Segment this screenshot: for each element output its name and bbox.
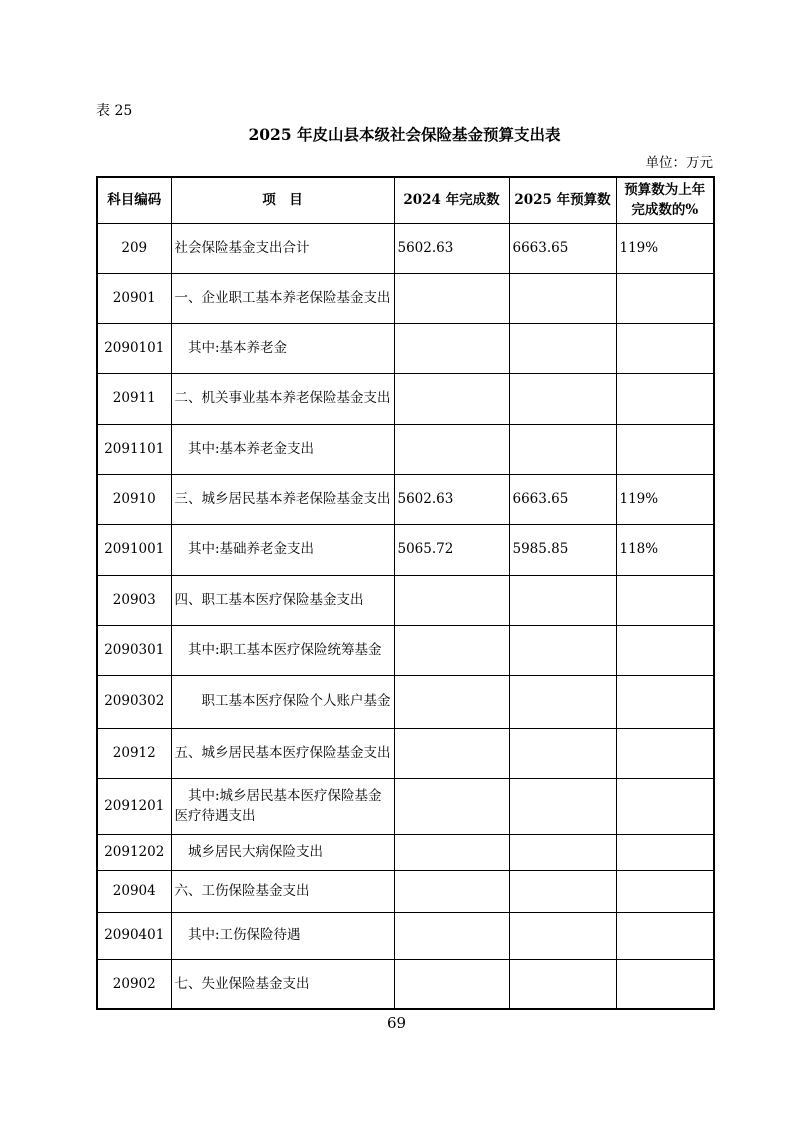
row-percent: [616, 575, 714, 625]
column-header-2025-budget: 2025 年预算数: [509, 177, 616, 223]
row-subject-code: 20902: [97, 959, 171, 1009]
row-subject-code: 2090302: [97, 675, 171, 728]
unit-note: 单位：万元: [645, 155, 713, 171]
row-2025-budget: [509, 728, 616, 778]
table-row: [97, 575, 714, 625]
row-2024-actual: 5602.63: [394, 223, 509, 273]
row-item-label: 其中:工伤保险待遇: [171, 912, 394, 959]
row-2025-budget: 6663.65: [509, 223, 616, 273]
table-row: [97, 959, 714, 1009]
row-subject-code: 209: [97, 223, 171, 273]
row-2024-actual: [394, 675, 509, 728]
column-header-percent: 预算数为上年完成数的%: [616, 177, 714, 223]
row-2025-budget: [509, 373, 616, 424]
table-row: [97, 728, 714, 778]
row-2025-budget: [509, 273, 616, 323]
row-percent: 119%: [616, 474, 714, 524]
table-row: [97, 625, 714, 675]
row-item-label: 职工基本医疗保险个人账户基金: [171, 675, 394, 728]
row-subject-code: 2090301: [97, 625, 171, 675]
row-percent: [616, 675, 714, 728]
row-item-label: 其中:基础养老金支出: [171, 524, 394, 575]
row-2024-actual: [394, 959, 509, 1009]
row-item-label: 城乡居民大病保险支出: [171, 834, 394, 870]
row-percent: 118%: [616, 524, 714, 575]
row-subject-code: 2090401: [97, 912, 171, 959]
row-2024-actual: [394, 424, 509, 474]
row-percent: [616, 912, 714, 959]
row-2025-budget: [509, 424, 616, 474]
row-2024-actual: [394, 912, 509, 959]
table-row: [97, 424, 714, 474]
row-2025-budget: [509, 323, 616, 373]
row-percent: 119%: [616, 223, 714, 273]
row-percent: [616, 778, 714, 834]
row-subject-code: 2091101: [97, 424, 171, 474]
row-item-label: 二、机关事业基本养老保险基金支出: [171, 373, 394, 424]
table-row: [97, 373, 714, 424]
row-item-label: 其中:基本养老金支出: [171, 424, 394, 474]
table-header-row: [97, 177, 714, 223]
row-percent: [616, 373, 714, 424]
row-item-label: 其中:城乡居民基本医疗保险基金医疗待遇支出: [171, 778, 394, 834]
row-2025-budget: [509, 834, 616, 870]
row-item-label: 六、工伤保险基金支出: [171, 870, 394, 912]
row-percent: [616, 728, 714, 778]
row-item-label: 四、职工基本医疗保险基金支出: [171, 575, 394, 625]
row-2024-actual: [394, 373, 509, 424]
table-row: [97, 323, 714, 373]
row-item-label: 三、城乡居民基本养老保险基金支出: [171, 474, 394, 524]
row-item-label: 一、企业职工基本养老保险基金支出: [171, 273, 394, 323]
page-number: 69: [386, 1014, 407, 1032]
table-row: [97, 223, 714, 273]
table-row: [97, 912, 714, 959]
row-2024-actual: 5602.63: [394, 474, 509, 524]
table-row: [97, 474, 714, 524]
row-2025-budget: [509, 778, 616, 834]
column-header-2024-actual: 2024 年完成数: [394, 177, 509, 223]
row-subject-code: 20910: [97, 474, 171, 524]
column-header-item: 项 目: [171, 177, 394, 223]
row-percent: [616, 959, 714, 1009]
row-item-label: 七、失业保险基金支出: [171, 959, 394, 1009]
table-number-label: 表 25: [96, 103, 133, 119]
row-subject-code: 2091202: [97, 834, 171, 870]
page-title: 2025 年皮山县本级社会保险基金预算支出表: [248, 125, 561, 144]
table-row: [97, 778, 714, 834]
row-2024-actual: [394, 273, 509, 323]
row-2025-budget: [509, 870, 616, 912]
row-2025-budget: [509, 912, 616, 959]
row-subject-code: 20901: [97, 273, 171, 323]
row-2024-actual: [394, 870, 509, 912]
table-row: [97, 870, 714, 912]
table-row: [97, 675, 714, 728]
row-2024-actual: [394, 575, 509, 625]
row-item-label: 其中:基本养老金: [171, 323, 394, 373]
row-2025-budget: [509, 959, 616, 1009]
row-2025-budget: 5985.85: [509, 524, 616, 575]
row-percent: [616, 424, 714, 474]
budget-table: [96, 176, 715, 1010]
table-row: [97, 834, 714, 870]
table-row: [97, 273, 714, 323]
row-percent: [616, 870, 714, 912]
column-header-subject-code: 科目编码: [97, 177, 171, 223]
row-2025-budget: [509, 575, 616, 625]
row-subject-code: 2091001: [97, 524, 171, 575]
row-item-label: 其中:职工基本医疗保险统筹基金: [171, 625, 394, 675]
row-2025-budget: [509, 625, 616, 675]
row-2024-actual: 5065.72: [394, 524, 509, 575]
row-2024-actual: [394, 834, 509, 870]
row-percent: [616, 323, 714, 373]
row-item-label: 社会保险基金支出合计: [171, 223, 394, 273]
row-subject-code: 20904: [97, 870, 171, 912]
row-2024-actual: [394, 625, 509, 675]
table-body: [97, 223, 714, 1009]
row-2024-actual: [394, 778, 509, 834]
row-subject-code: 2091201: [97, 778, 171, 834]
table-row: [97, 524, 714, 575]
row-subject-code: 20911: [97, 373, 171, 424]
row-2024-actual: [394, 728, 509, 778]
row-percent: [616, 625, 714, 675]
row-2024-actual: [394, 323, 509, 373]
table-header: [97, 177, 714, 223]
row-item-label: 五、城乡居民基本医疗保险基金支出: [171, 728, 394, 778]
row-subject-code: 20903: [97, 575, 171, 625]
row-percent: [616, 834, 714, 870]
row-subject-code: 20912: [97, 728, 171, 778]
row-2025-budget: 6663.65: [509, 474, 616, 524]
row-subject-code: 2090101: [97, 323, 171, 373]
row-percent: [616, 273, 714, 323]
row-2025-budget: [509, 675, 616, 728]
